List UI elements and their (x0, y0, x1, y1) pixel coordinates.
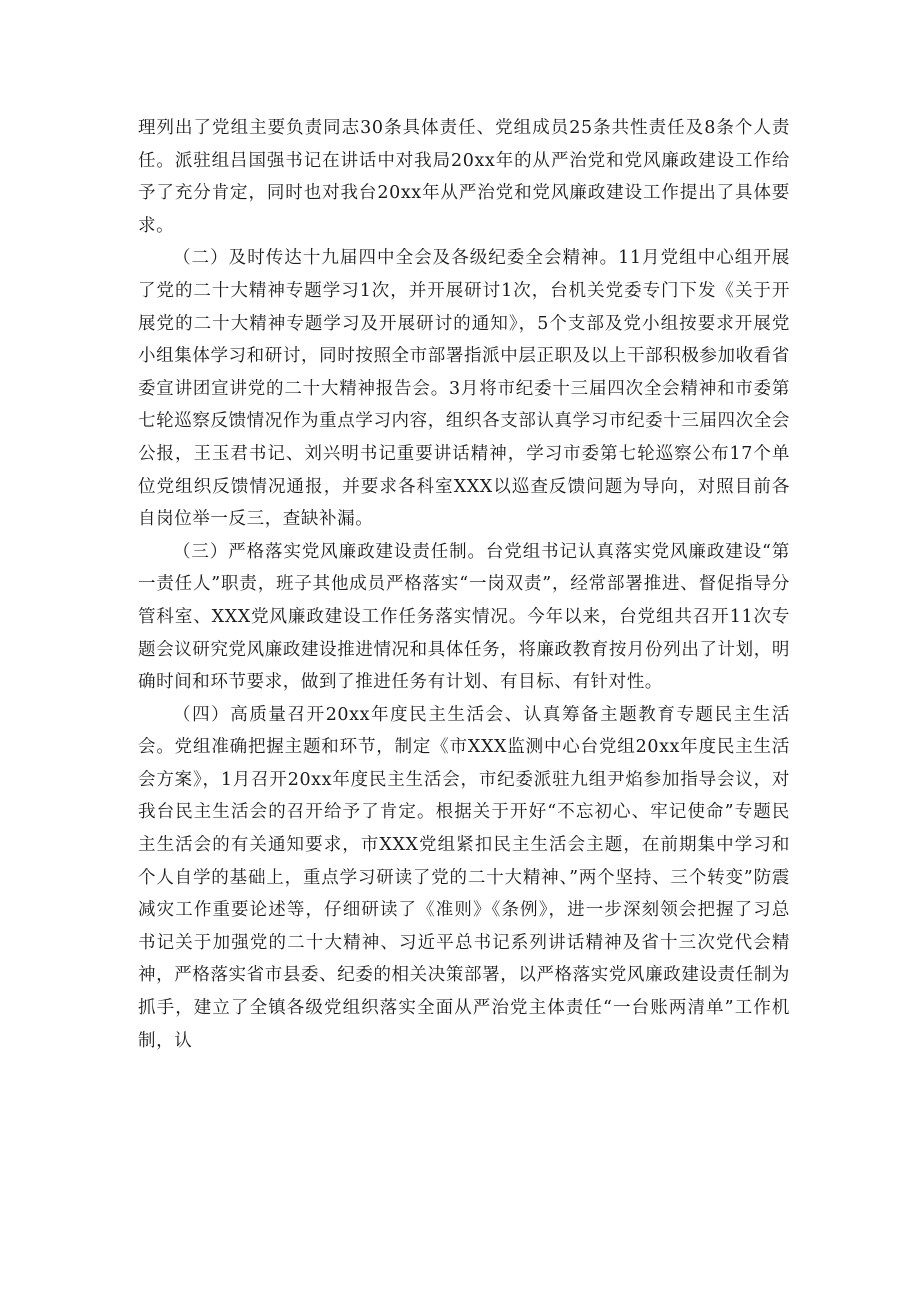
paragraph-continuation: 理列出了党组主要负责同志30条具体责任、党组成员25条共性责任及8条个人责任。派驻组吕国强书记在讲话中对我局20xx年的从严治党和党风廉政建设工作给予了充分肯定，同时也对我台20xx年从严治党和党风廉政建设工作提出了具体要求。 (138, 118, 790, 236)
paragraph-section-3: （三）严格落实党风廉政建设责任制。台党组书记认真落实党风廉政建设“第一责任人”职责，班子其他成员严格落实“一岗双责”，经常部署推进、督促指导分管科室、XXX党风廉政建设工作任务落实情况。今年以来，台党组共召开11次专题会议研究党风廉政建设推进情况和具体任务，将廉政教育按月份列出了计划，明确时间和环节要求，做到了推进任务有计划、有目标、有针对性。 (138, 541, 790, 693)
paragraph-section-4: （四）高质量召开20xx年度民主生活会、认真筹备主题教育专题民主生活会。党组准确把握主题和环节，制定《市XXX监测中心台党组20xx年度民主生活会方案》，1月召开20xx年度民主生活会，市纪委派驻九组尹焰参加指导会议，对我台民主生活会的召开给予了肯定。根据关于开好“不忘初心、牢记使命”专题民主生活会的有关通知要求，市XXX党组紧扣民主生活会主题，在前期集中学习和个人自学的基础上，重点学习研读了党的二十大精神、”两个坚持、三个转变”防震减灾工作重要论述等，仔细研读了《准则》《条例》，进一步深刻领会把握了习总书记关于加强党的二十大精神、习近平总书记系列讲话精神及省十三次党代会精神，严格落实省市县委、纪委的相关决策部署，以严格落实党风廉政建设责任制为抓手，建立了全镇各级党组织落实全面从严治党主体责任“一台账两清单”工作机制，认 (138, 704, 790, 1051)
paragraph-section-2: （二）及时传达十九届四中全会及各级纪委全会精神。11月党组中心组开展了党的二十大精神专题学习1次，并开展研讨1次，台机关党委专门下发《关于开展党的二十大精神专题学习及开展研讨的通知》，5个支部及党小组按要求开展党小组集体学习和研讨，同时按照全市部署指派中层正职及以上干部积极参加收看省委宣讲团宣讲党的二十大精神报告会。3月将市纪委十三届四次全会精神和市委第七轮巡察反馈情况作为重点学习内容，组织各支部认真学习市纪委十三届四次全会公报，王玉君书记、刘兴明书记重要讲话精神，学习市委第七轮巡察公布17个单位党组织反馈情况通报，并要求各科室XXX以巡查反馈问题为导向，对照目前各自岗位举一反三，查缺补漏。 (138, 248, 790, 530)
document-body (138, 112, 790, 1057)
